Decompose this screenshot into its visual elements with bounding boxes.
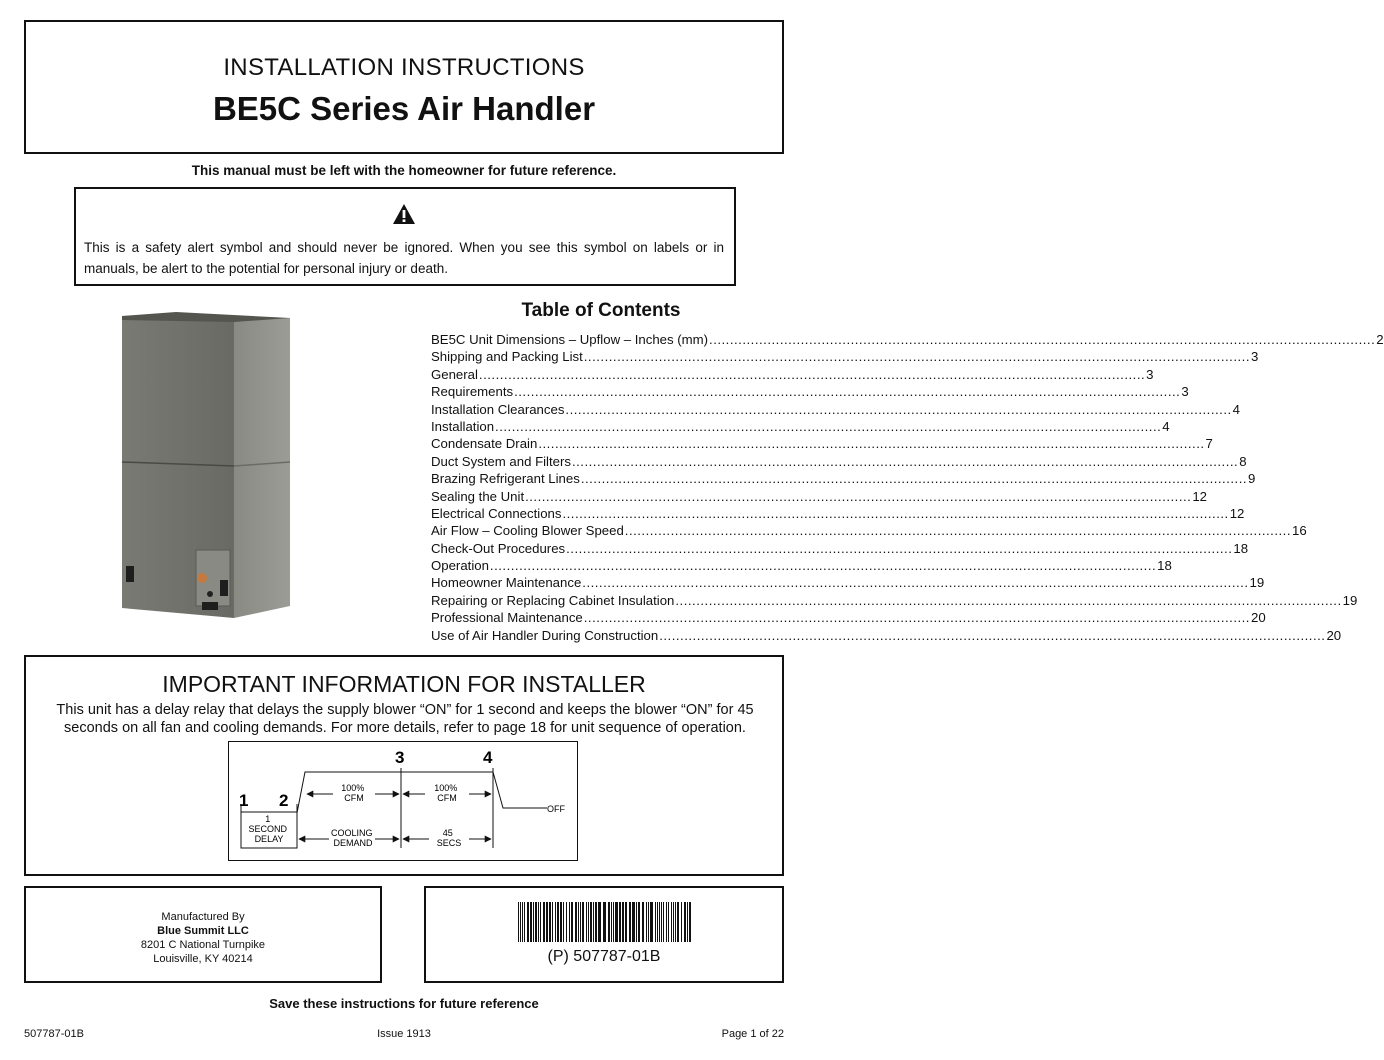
part-number: (P) 507787-01B	[547, 948, 661, 965]
toc-leader-dots: ................................................................................................................................................................	[538, 436, 1205, 452]
barcode-bar	[593, 902, 594, 942]
save-instructions-note: Save these instructions for future reference	[269, 996, 539, 1011]
svg-text:100% CFM	[341, 783, 367, 803]
cfm-right-pct: 100%	[434, 783, 458, 793]
barcode-bar	[520, 902, 521, 942]
barcode-bar	[642, 902, 644, 942]
barcode-bar	[598, 902, 601, 942]
manufactured-by-label: Manufactured By	[161, 911, 245, 923]
barcode-bar	[588, 902, 589, 942]
barcode-bar	[569, 902, 570, 942]
toc-item-label: Electrical Connections	[431, 505, 562, 521]
toc-item-page: 12	[1229, 505, 1245, 521]
toc-item-page: 16	[1292, 523, 1307, 539]
barcode-bar	[638, 902, 640, 942]
barcode-bar	[563, 902, 564, 942]
barcode-bar	[603, 902, 606, 942]
cfm-left-pct: 100%	[341, 783, 365, 793]
toc-item-page: 7	[1205, 436, 1213, 452]
demand-word: DEMAND	[333, 838, 373, 848]
barcode-bar	[538, 902, 539, 942]
barcode-bar	[530, 902, 532, 942]
barcode-bar	[668, 902, 669, 942]
toc-leader-dots: ................................................................................................................................................................	[659, 627, 1326, 643]
safety-alert-text: This is a safety alert symbol and should never be ignored. When you see this symbol on labels or in manuals, be alert to the potential for personal injury or death.	[84, 240, 724, 276]
barcode-image	[518, 902, 694, 942]
toc-item-page: 4	[1162, 418, 1170, 434]
air-handler-image	[118, 312, 290, 628]
footer-page-number: Page 1 of 22	[721, 1028, 784, 1040]
cfm-left-unit: CFM	[344, 793, 364, 803]
document-subtitle: INSTALLATION INSTRUCTIONS	[223, 54, 585, 81]
toc-item-label: Requirements	[431, 384, 514, 400]
delay-word: DELAY	[254, 834, 284, 844]
toc-item-label: Check-Out Procedures	[431, 540, 566, 556]
toc-item-label: General	[431, 366, 478, 382]
toc-item	[431, 366, 1154, 384]
toc-item-label: Repairing or Replacing Cabinet Insulation	[431, 592, 675, 608]
barcode-bar	[535, 902, 537, 942]
barcode-bar	[566, 902, 567, 942]
toc-leader-dots: ................................................................................................................................................................	[571, 453, 1239, 469]
toc-leader-dots: ................................................................................................................................................................	[583, 349, 1250, 365]
toc-item	[431, 384, 1189, 401]
barcode-bar	[663, 902, 664, 942]
timing-diagram-svg	[229, 742, 579, 862]
toc-item-label: Shipping and Packing List	[431, 349, 583, 365]
toc-item-label: Brazing Refrigerant Lines	[431, 471, 580, 487]
toc-item	[431, 488, 1208, 506]
barcode-bar	[613, 902, 614, 942]
barcode-bar	[549, 902, 551, 942]
toc-item-label: Installation	[431, 418, 495, 434]
toc-item-page: 4	[1232, 401, 1240, 417]
toc-list	[431, 332, 1384, 645]
toc-item-label: Homeowner Maintenance	[431, 575, 582, 591]
svg-text:45 SECS	[437, 828, 462, 848]
toc-item	[431, 418, 1170, 436]
barcode-bar	[687, 902, 688, 942]
blower-timing-diagram	[228, 741, 578, 861]
barcode-bar	[590, 902, 592, 942]
svg-text:100% CFM	[434, 783, 460, 803]
toc-item-label: BE5C Unit Dimensions – Upflow – Inches (mm)	[431, 332, 709, 347]
barcode-bar	[582, 902, 584, 942]
installer-info-text: This unit has a delay relay that delays the supply blower “ON” for 1 second and keeps the blower “ON” for 45 seconds on all fan and cooling demands. For more details, refer to page 18 for unit sequence of operation.	[56, 702, 754, 736]
toc-item-label: Duct System and Filters	[431, 453, 571, 469]
barcode-bar	[689, 902, 691, 942]
barcode-bar	[629, 902, 631, 942]
installer-info-box	[24, 655, 784, 876]
toc-leader-dots: ................................................................................................................................................................	[709, 332, 1376, 347]
barcode-bar	[677, 902, 679, 942]
barcode-bar	[518, 902, 519, 942]
barcode-bar	[646, 902, 647, 942]
footer-doc-id: 507787-01B	[24, 1028, 84, 1040]
toc-item-label: Sealing the Unit	[431, 488, 525, 504]
toc-item-page: 9	[1248, 471, 1256, 487]
cooling-word: COOLING	[330, 828, 373, 838]
toc-leader-dots: ................................................................................................................................................................	[580, 471, 1248, 487]
toc-item	[431, 540, 1249, 558]
toc-item-label: Air Flow – Cooling Blower Speed	[431, 523, 624, 539]
delay-unit: SECOND	[248, 824, 287, 834]
barcode-bar	[675, 902, 676, 942]
barcode-box	[424, 886, 784, 983]
barcode-bar	[632, 902, 635, 942]
toc-item	[431, 349, 1259, 366]
barcode-bar	[659, 902, 660, 942]
toc-leader-dots: ................................................................................................................................................................	[562, 505, 1229, 521]
toc-item-label: Operation	[431, 558, 489, 574]
toc-item-label: Professional Maintenance	[431, 610, 583, 626]
toc-item	[431, 575, 1265, 592]
toc-item	[431, 505, 1245, 523]
manufacturer-name: Blue Summit LLC	[157, 925, 249, 937]
toc-leader-dots: ................................................................................................................................................................	[565, 401, 1232, 417]
secs-number: 45	[442, 828, 453, 838]
homeowner-note: This manual must be left with the homeowner for future reference.	[191, 163, 617, 178]
toc-item-page: 3	[1146, 366, 1154, 382]
point-2-label: 2	[279, 791, 289, 810]
point-3-label: 3	[395, 748, 405, 767]
toc-leader-dots: ................................................................................................................................................................	[675, 592, 1342, 608]
barcode-bar	[636, 902, 637, 942]
svg-text:COOLING DEMAND	[331, 828, 375, 848]
toc-item	[431, 436, 1213, 453]
toc-item	[431, 401, 1240, 419]
barcode-bar	[595, 902, 597, 942]
toc-leader-dots: ................................................................................................................................................................	[525, 488, 1192, 504]
toc-title: Table of Contents	[521, 300, 681, 321]
warning-triangle-icon	[392, 203, 416, 225]
barcode-bar	[557, 902, 559, 942]
toc-item-page: 20	[1326, 627, 1342, 643]
toc-item	[431, 610, 1266, 627]
barcode-bar	[540, 902, 541, 942]
toc-item-page: 2	[1376, 332, 1384, 347]
secs-unit: SECS	[436, 838, 462, 848]
manufacturer-box	[24, 886, 382, 983]
table-of-contents	[431, 300, 1384, 645]
barcode-bar	[575, 902, 577, 942]
barcode-bar	[648, 902, 649, 942]
toc-leader-dots: ................................................................................................................................................................	[566, 540, 1233, 556]
toc-item-page: 12	[1192, 488, 1208, 504]
toc-item-page: 19	[1249, 575, 1265, 591]
toc-leader-dots: ................................................................................................................................................................	[583, 610, 1250, 626]
barcode-bar	[611, 902, 612, 942]
toc-item-page: 19	[1342, 592, 1358, 608]
toc-item	[431, 453, 1247, 471]
barcode-bar	[552, 902, 553, 942]
toc-leader-dots: ................................................................................................................................................................	[478, 366, 1146, 382]
barcode-bar	[619, 902, 621, 942]
title-box	[24, 20, 784, 154]
document-title: BE5C Series Air Handler	[212, 90, 596, 127]
barcode-bar	[681, 902, 682, 942]
cfm-right-unit: CFM	[437, 793, 457, 803]
toc-item	[431, 627, 1342, 645]
point-4-label: 4	[483, 748, 493, 767]
manufacturer-address-line1: 8201 C National Turnpike	[140, 939, 266, 951]
toc-leader-dots: ................................................................................................................................................................	[624, 523, 1292, 539]
barcode-bar	[625, 902, 627, 942]
off-label: OFF	[547, 804, 565, 814]
toc-item-page: 18	[1157, 558, 1172, 574]
toc-item	[431, 471, 1256, 488]
point-1-label: 1	[239, 791, 249, 810]
toc-item-page: 3	[1181, 384, 1189, 400]
toc-item	[431, 523, 1307, 540]
barcode-bar	[580, 902, 581, 942]
barcode-bar	[533, 902, 534, 942]
barcode-bar	[560, 902, 562, 942]
barcode-bar	[684, 902, 686, 942]
toc-item-page: 20	[1250, 610, 1266, 626]
barcode-bar	[650, 902, 653, 942]
toc-item-page: 18	[1233, 540, 1249, 556]
barcode-bar	[578, 902, 579, 942]
toc-item-label: Condensate Drain	[431, 436, 538, 452]
barcode-bar	[608, 902, 610, 942]
barcode-bar	[586, 902, 587, 942]
barcode-bar	[555, 902, 556, 942]
installer-info-title: IMPORTANT INFORMATION FOR INSTALLER	[162, 671, 646, 697]
toc-item-page: 8	[1239, 453, 1247, 469]
barcode-bar	[666, 902, 667, 942]
toc-item-page: 3	[1251, 349, 1259, 365]
barcode-bar	[615, 902, 618, 942]
toc-item-label: Use of Air Handler During Construction	[431, 627, 659, 643]
barcode-bar	[527, 902, 529, 942]
barcode-bar	[622, 902, 624, 942]
barcode-bar	[657, 902, 658, 942]
barcode-bar	[655, 902, 656, 942]
toc-leader-dots: ................................................................................................................................................................	[489, 558, 1157, 574]
manufacturer-address-line2: Louisville, KY 40214	[153, 953, 253, 965]
barcode-bar	[543, 902, 545, 942]
barcode-bar	[571, 902, 573, 942]
barcode-bar	[673, 902, 674, 942]
toc-item	[431, 332, 1384, 349]
delay-number: 1	[265, 814, 271, 824]
toc-item-label: Installation Clearances	[431, 401, 565, 417]
barcode-bar	[546, 902, 548, 942]
barcode-bar	[522, 902, 523, 942]
toc-leader-dots: ................................................................................................................................................................	[582, 575, 1249, 591]
toc-leader-dots: ................................................................................................................................................................	[514, 384, 1181, 400]
barcode-bar	[671, 902, 672, 942]
barcode-bar	[661, 902, 662, 942]
toc-leader-dots: ................................................................................................................................................................	[495, 418, 1162, 434]
toc-item	[431, 592, 1358, 610]
barcode-bar	[524, 902, 525, 942]
safety-alert-box	[74, 187, 736, 286]
toc-item	[431, 558, 1172, 575]
footer-issue: Issue 1913	[377, 1028, 431, 1040]
